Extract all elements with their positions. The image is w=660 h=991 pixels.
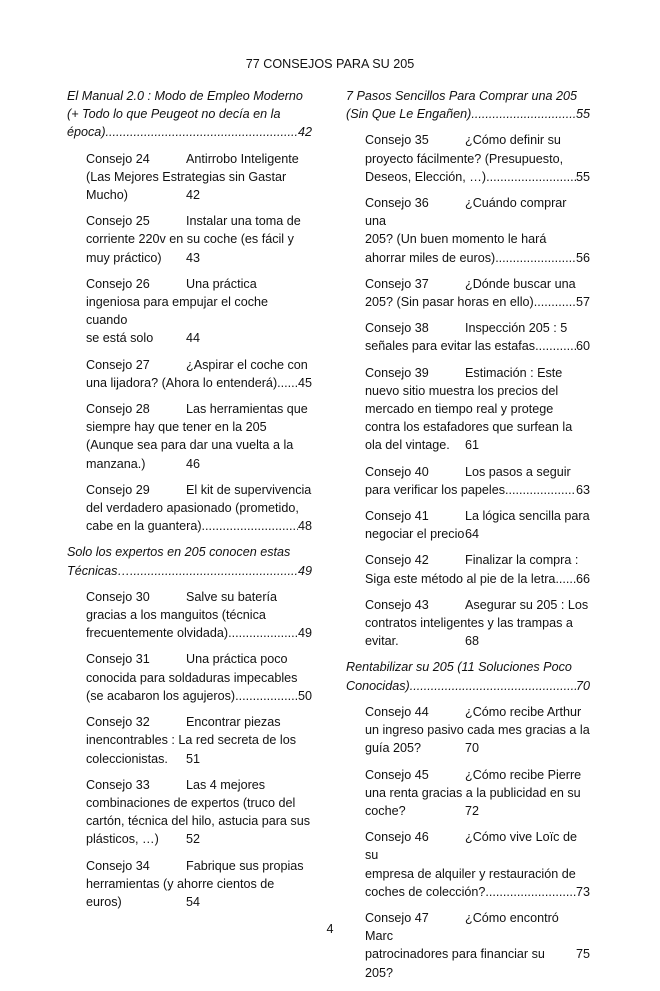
page-number: 4 [326,922,334,936]
entry-title-line: ¿Dónde buscar una [465,276,576,291]
toc-entry[interactable] [365,194,590,267]
toc-entry[interactable] [365,551,590,587]
toc-entry[interactable] [365,828,590,901]
entry-title-line: conocida para soldaduras impecables [86,670,298,685]
entry-title-line: herramientas (y ahorre cientos de [86,876,275,891]
toc-entry[interactable] [365,463,590,499]
page-ref: 45 [297,375,312,390]
entry-title-line: ¿Cómo recibe Pierre [465,767,582,782]
toc-section[interactable] [67,87,312,142]
dot-leader [410,677,576,695]
toc-entry[interactable] [86,776,312,849]
entry-title-line: empresa de alquiler y restauración de [365,866,576,881]
dot-leader [471,105,576,123]
entry-title-line: 205? (Sin pasar horas en ello) [365,295,534,310]
page-ref: 49 [297,563,312,578]
entry-title-line: (se acabaron los agujeros) [86,688,236,703]
entry-title-line: cartón, técnica del hilo, astucia para sus [86,814,311,829]
toc-entry[interactable] [365,507,590,543]
page-ref: 60 [575,339,590,354]
entry-label: Consejo 34 [86,858,150,873]
page-ref: 68 [465,634,480,649]
section-tail [346,105,590,123]
entry-title-line: Antirrobo Inteligente [186,151,299,166]
entry-title-line: coches de colección? [365,884,486,899]
dot-leader [277,374,298,392]
entry-label: Consejo 42 [365,553,429,568]
toc-entry[interactable] [86,857,312,912]
section-title-line: Técnicas… [67,563,130,578]
toc-entry[interactable] [365,275,590,311]
entry-title-line: mercado en tiempo real y protege [365,402,554,417]
entry-title-line: gracias a los manguitos (técnica [86,608,266,623]
entry-label: Consejo 35 [365,133,429,148]
section-title-line: (+ Todo lo que Peugeot no decía en la [67,107,281,122]
toc-entry[interactable] [365,596,590,651]
entry-title-line: para verificar los papeles [365,482,506,497]
entry-title-line: Siga este método al pie de la letra [365,571,556,586]
page-ref: 55 [575,107,590,122]
page-ref: 52 [186,832,201,847]
page-ref: 42 [186,188,201,203]
entry-title-line: corriente 220v en su coche (es fácil y [86,232,294,247]
entry-title-line: ¿Aspirar el coche con [186,357,308,372]
section-title-line: Conocidas) [346,678,410,693]
entry-title-line: Una práctica [186,276,257,291]
entry-title-line: coleccionistas. [86,751,168,766]
entry-title-line: Fabrique sus propias [186,858,304,873]
page-ref: 72 [465,803,480,818]
page-ref: 61 [465,438,480,453]
entry-title-line: ola del vintage. [365,438,450,453]
entry-title-line: euros) [86,894,122,909]
page-ref: 70 [575,678,590,693]
toc-entry[interactable] [86,275,312,348]
entry-title-line: frecuentemente olvidada) [86,626,229,641]
dot-leader [490,168,576,186]
dot-leader [485,883,576,901]
toc-section[interactable] [346,87,590,123]
page-ref: 70 [465,741,480,756]
entry-title-line: Encontrar piezas [186,715,281,730]
entry-title-line: patrocinadores para financiar su 205? [365,947,545,980]
entry-title-line: una lijadora? (Ahora lo entenderá) [86,375,278,390]
entry-title-line: plásticos, …) [86,832,159,847]
entry-title-line: negociar el precio [365,527,465,542]
page-ref: 48 [297,519,312,534]
section-title-line: El Manual 2.0 : Modo de Empleo Moderno [67,89,303,103]
dot-leader [534,293,576,311]
page-ref: 43 [186,250,201,265]
page-ref: 46 [186,456,201,471]
page-ref: 73 [575,884,590,899]
toc-entry[interactable] [86,400,312,473]
toc-entry[interactable] [86,212,312,267]
entry-title-line: del verdadero apasionado (prometido, [86,501,299,516]
dot-leader [235,687,298,705]
entry-label: Consejo 25 [86,214,150,229]
entry-title-line: contra los estafadores que surfean la [365,420,573,435]
entry-label: Consejo 40 [365,464,429,479]
page-ref: 42 [297,125,312,140]
entry-title-line: ¿Cómo definir su [465,133,561,148]
dot-leader [555,570,576,588]
entry-title-line: una renta gracias a la publicidad en su [365,785,581,800]
entry-title-line: Deseos, Elección, …). [365,169,490,184]
running-header: 77 CONSEJOS PARA SU 205 [245,57,415,71]
entry-title-line: ahorrar miles de euros) [365,250,496,265]
toc-entry[interactable] [86,481,312,536]
page-ref: 49 [297,626,312,641]
entry-title-line: muy práctico) [86,250,162,265]
toc-column-right [346,87,590,990]
entry-title-line: combinaciones de expertos (truco del [86,795,296,810]
entry-title-line: contratos inteligentes y las trampas a [365,616,573,631]
toc-entry[interactable] [365,364,590,455]
page-ref: 63 [575,482,590,497]
toc-entry[interactable] [86,588,312,643]
toc-entry[interactable] [86,356,312,392]
entry-label: Consejo 47 [365,910,429,925]
dot-leader [106,123,298,141]
entry-title-line: Estimación : Este [465,365,563,380]
entry-title-line: se está solo [86,331,154,346]
entry-title-line: Asegurar su 205 : Los [465,597,589,612]
entry-title-line: inencontrables : La red secreta de los [86,733,297,748]
toc-entry[interactable] [365,131,590,186]
toc-entry[interactable] [86,650,312,705]
entry-label: Consejo 37 [365,276,429,291]
section-title-line: Solo los expertos en 205 conocen estas [67,545,291,560]
entry-title-line: manzana.) [86,456,146,471]
page-ref: 75 [575,947,590,962]
entry-title-line: ¿Cómo recibe Arthur [465,704,582,719]
page-ref: 50 [297,688,312,703]
entry-title-line: nuevo sitio muestra los precios del [365,383,559,398]
entry-title-line: ¿Cómo encontró Marc [365,910,559,944]
entry-title-line: señales para evitar las estafas [365,339,536,354]
entry-title-line: La lógica sencilla para [465,509,590,524]
section-tail [67,562,312,580]
toc-entry[interactable] [365,766,590,821]
entry-title-line: 205? (Un buen momento le hará [365,232,547,247]
entry-title-line: proyecto fácilmente? (Presupuesto, [365,151,564,166]
entry-label: Consejo 41 [365,509,429,524]
entry-title-line: (Las Mejores Estrategias sin Gastar [86,169,287,184]
entry-title-line: (Aunque sea para dar una vuelta a la [86,438,294,453]
entry-title-line: ¿Cuándo comprar una [365,196,567,229]
entry-label: Consejo 24 [86,151,150,166]
entry-title-line: Una práctica poco [186,652,288,667]
entry-title-line: Las 4 mejores [186,777,266,792]
entry-title-line: un ingreso pasivo cada mes gracias a la [365,723,590,738]
toc-section[interactable] [67,543,312,579]
toc-section[interactable] [346,658,590,694]
toc-entry[interactable] [86,150,312,205]
entry-label: Consejo 36 [365,196,429,211]
entry-title-line: Salve su batería [186,589,278,604]
dot-leader [495,249,576,267]
entry-title-line: El kit de supervivencia [186,482,312,497]
entry-label: Consejo 46 [365,830,429,845]
entry-label: Consejo 33 [86,777,150,792]
entry-label: Consejo 32 [86,715,150,730]
entry-title-line: Mucho) [86,188,128,203]
entry-label: Consejo 39 [365,365,429,380]
entry-label: Consejo 43 [365,597,429,612]
entry-title-line: Los pasos a seguir [465,464,571,479]
toc-column-left [67,87,312,919]
page-ref: 51 [186,751,201,766]
entry-label: Consejo 28 [86,402,150,417]
entry-label: Consejo 31 [86,652,150,667]
entry-label: Consejo 27 [86,357,150,372]
entry-title-line: Inspección 205 : 5 [465,321,568,336]
section-title-line: (Sin Que Le Engañen) [346,107,472,122]
entry-title-line: siempre hay que tener en la 205 [86,420,267,435]
page-ref: 44 [186,331,201,346]
section-title-line: época) [67,125,106,140]
page-ref: 56 [575,250,590,265]
entry-label: Consejo 30 [86,589,150,604]
entry-title-line: evitar. [365,634,399,649]
dot-leader [505,481,576,499]
entry-title-line: guía 205? [365,741,422,756]
entry-title-line: ¿Cómo vive Loïc de su [365,830,577,863]
section-title-line: Rentabilizar su 205 (11 Soluciones Poco [346,660,572,675]
dot-leader [228,624,298,642]
dot-leader [205,517,298,535]
entry-label: Consejo 45 [365,767,429,782]
entry-title-line: coche? [365,803,406,818]
section-title-line: 7 Pasos Sencillos Para Comprar una 205 [346,89,578,103]
page-ref: 64 [465,527,480,542]
dot-leader [130,562,298,580]
dot-leader [535,337,576,355]
section-tail [346,677,590,695]
entry-label: Consejo 26 [86,276,150,291]
section-tail [67,123,312,141]
entry-title-line: cabe en la guantera). [86,519,206,534]
entry-title-line: Las herramientas que [186,402,308,417]
entry-title-line: Instalar una toma de [186,214,301,229]
entry-title-line: ingeniosa para empujar el coche cuando [86,295,269,328]
toc-entry[interactable] [365,703,590,758]
page-ref: 54 [186,894,201,909]
entry-label: Consejo 44 [365,704,429,719]
toc-entry[interactable] [86,713,312,768]
page-ref: 57 [575,295,590,310]
page-ref: 66 [575,571,590,586]
page-ref: 55 [575,169,590,184]
entry-label: Consejo 38 [365,321,429,336]
toc-entry[interactable] [365,319,590,355]
entry-title-line: Finalizar la compra : [465,553,579,568]
entry-label: Consejo 29 [86,482,150,497]
